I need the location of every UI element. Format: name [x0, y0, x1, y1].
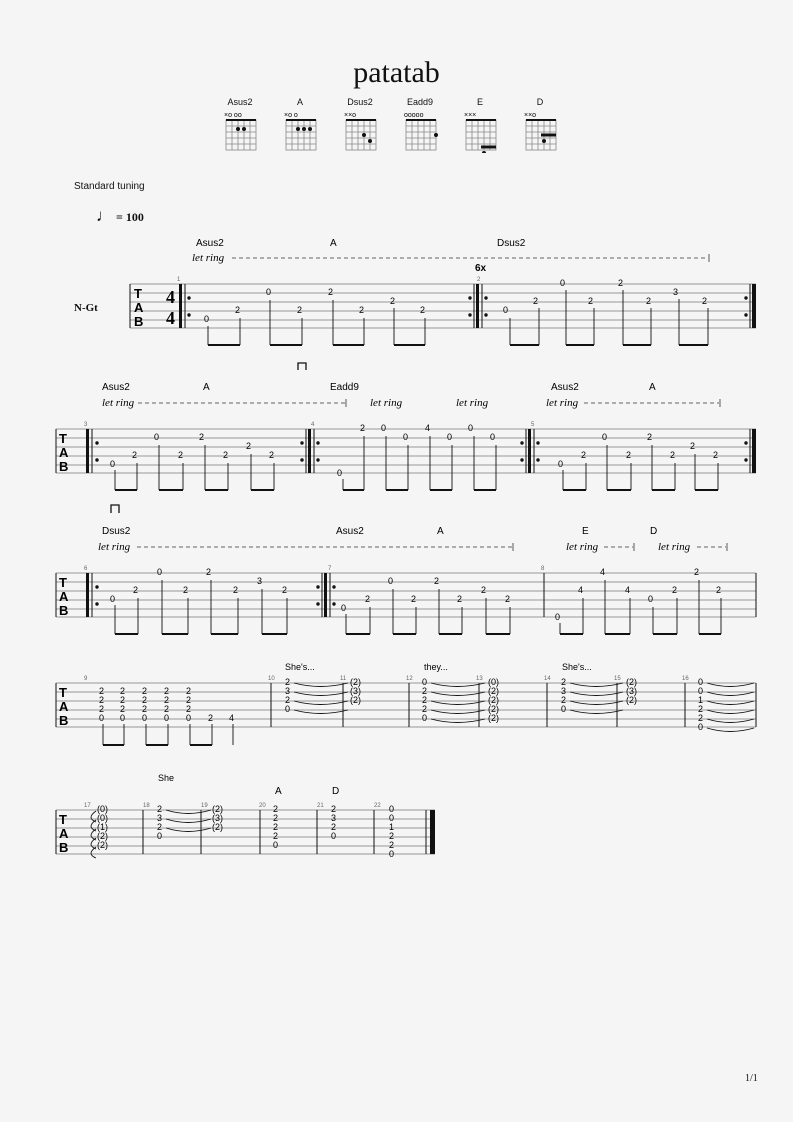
svg-text:0: 0 [157, 567, 163, 577]
svg-text:0: 0 [389, 804, 395, 814]
svg-text:(2): (2) [350, 695, 361, 705]
svg-text:4: 4 [578, 585, 584, 595]
tab-clef-b: B [134, 314, 144, 329]
svg-text:4: 4 [600, 567, 606, 577]
svg-text:2: 2 [694, 567, 700, 577]
svg-text:2: 2 [282, 585, 288, 595]
svg-text:2: 2 [698, 704, 704, 714]
svg-text:2: 2 [273, 822, 279, 832]
svg-text:2: 2 [457, 594, 463, 604]
measure-number: 22 [374, 803, 381, 809]
svg-text:2: 2 [390, 296, 396, 306]
chord-name: E [476, 97, 483, 107]
svg-text:(0): (0) [97, 813, 108, 823]
chord-label: Eadd9 [330, 382, 359, 393]
let-ring-label: let ring [566, 541, 599, 553]
measure-number: 8 [541, 566, 545, 572]
svg-text:2: 2 [670, 450, 676, 460]
svg-text:(2): (2) [212, 822, 223, 832]
svg-text:0: 0 [337, 468, 343, 478]
tab-clef-t: T [59, 812, 67, 827]
svg-text:2: 2 [186, 704, 192, 714]
svg-text:2: 2 [164, 704, 170, 714]
svg-text:4: 4 [425, 423, 431, 433]
tab-clef-a: A [59, 826, 69, 841]
svg-text:4: 4 [625, 585, 631, 595]
svg-text:2: 2 [133, 585, 139, 595]
tempo-value: = 100 [116, 210, 144, 224]
repeat-count: 6x [475, 263, 487, 274]
chord-label: A [330, 238, 337, 249]
svg-text:(2): (2) [488, 704, 499, 714]
svg-text:2: 2 [331, 822, 337, 832]
svg-text:2: 2 [206, 567, 212, 577]
svg-text:0: 0 [561, 704, 567, 714]
svg-text:3: 3 [673, 287, 679, 297]
svg-text:(3): (3) [350, 686, 361, 696]
svg-text:2: 2 [99, 686, 105, 696]
chord-name: Eadd9 [406, 97, 434, 107]
string-marks: ××× [464, 112, 477, 119]
lyric: they... [424, 662, 448, 672]
measure-number: 4 [311, 422, 315, 428]
svg-text:0: 0 [266, 287, 272, 297]
string-marks: ×o oo [224, 112, 242, 119]
svg-text:2: 2 [331, 804, 337, 814]
svg-text:0: 0 [142, 713, 148, 723]
tab-clef-t: T [59, 685, 67, 700]
tab-clef-t: T [134, 286, 142, 301]
time-sig-bottom: 4 [166, 308, 175, 328]
measure-number: 12 [406, 676, 413, 682]
svg-text:2: 2 [561, 677, 567, 687]
svg-text:(2): (2) [350, 677, 361, 687]
tab-clef-b: B [59, 713, 69, 728]
tie-arcs [91, 810, 211, 858]
let-ring-label: let ring [456, 397, 489, 409]
svg-text:2: 2 [411, 594, 417, 604]
svg-text:(3): (3) [626, 686, 637, 696]
svg-text:0: 0 [558, 459, 564, 469]
svg-text:0: 0 [389, 813, 395, 823]
tab-clef-b: B [59, 459, 69, 474]
chord-label: D [332, 786, 340, 797]
svg-text:2: 2 [702, 296, 708, 306]
svg-text:(2): (2) [488, 695, 499, 705]
svg-text:0: 0 [698, 686, 704, 696]
svg-text:2: 2 [646, 296, 652, 306]
svg-text:2: 2 [533, 296, 539, 306]
let-ring-label: let ring [192, 252, 225, 264]
tab-clef-b: B [59, 840, 69, 855]
measure-number: 2 [477, 277, 481, 283]
tab-clef-b: B [59, 603, 69, 618]
chord-label: A [437, 526, 444, 537]
svg-text:(2): (2) [97, 840, 108, 850]
svg-text:2: 2 [647, 432, 653, 442]
chord-name: Asus2 [227, 97, 253, 107]
svg-text:(2): (2) [97, 831, 108, 841]
score-title: patatab [353, 56, 440, 89]
svg-text:2: 2 [157, 822, 163, 832]
measure-number: 5 [531, 422, 535, 428]
svg-text:2: 2 [716, 585, 722, 595]
svg-text:0: 0 [503, 305, 509, 315]
fret-numbers [97, 804, 394, 859]
note-stems [115, 580, 721, 634]
measure-number: 19 [201, 803, 208, 809]
svg-text:2: 2 [285, 677, 291, 687]
svg-text:2: 2 [208, 713, 214, 723]
svg-text:2: 2 [698, 713, 704, 723]
svg-text:3: 3 [561, 686, 567, 696]
measure-number: 17 [84, 803, 91, 809]
svg-text:(2): (2) [488, 713, 499, 723]
svg-text:0: 0 [648, 594, 654, 604]
svg-text:2: 2 [561, 695, 567, 705]
chord-label: A [649, 382, 656, 393]
tab-clef-a: A [59, 589, 69, 604]
let-ring-label: let ring [98, 541, 131, 553]
measure-number: 14 [544, 676, 551, 682]
svg-text:0: 0 [698, 677, 704, 687]
chord-label: Asus2 [102, 382, 130, 393]
svg-text:2: 2 [672, 585, 678, 595]
svg-text:2: 2 [120, 704, 126, 714]
chord-label: A [275, 786, 282, 797]
lyric: She [158, 773, 175, 783]
system-1 [130, 238, 756, 370]
svg-text:2: 2 [422, 704, 428, 714]
svg-text:0: 0 [110, 594, 116, 604]
svg-text:0: 0 [698, 722, 704, 732]
svg-text:2: 2 [235, 305, 241, 315]
svg-text:2: 2 [164, 686, 170, 696]
staff-lines [56, 810, 435, 854]
svg-text:2: 2 [99, 695, 105, 705]
svg-text:2: 2 [269, 450, 275, 460]
svg-text:2: 2 [142, 695, 148, 705]
svg-text:2: 2 [389, 840, 395, 850]
system-4 [56, 662, 756, 745]
svg-text:2: 2 [120, 686, 126, 696]
svg-text:2: 2 [142, 704, 148, 714]
system-2 [56, 382, 756, 513]
svg-text:0: 0 [468, 423, 474, 433]
svg-text:2: 2 [389, 831, 395, 841]
svg-text:2: 2 [713, 450, 719, 460]
chord-label: Asus2 [196, 238, 224, 249]
measure-number: 9 [84, 676, 88, 682]
svg-text:(0): (0) [488, 677, 499, 687]
measure-number: 10 [268, 676, 275, 682]
chord-name: D [536, 97, 544, 107]
svg-text:2: 2 [626, 450, 632, 460]
lyric: She's... [285, 662, 315, 672]
svg-text:0: 0 [110, 459, 116, 469]
note-stems [208, 290, 708, 345]
measure-number: 7 [328, 566, 332, 572]
measure-number: 16 [682, 676, 689, 682]
tuning-label: Standard tuning [74, 181, 145, 192]
svg-text:2: 2 [186, 695, 192, 705]
measure-number: 21 [317, 803, 324, 809]
page-number: 1/1 [745, 1073, 758, 1084]
svg-text:2: 2 [157, 804, 163, 814]
svg-text:2: 2 [132, 450, 138, 460]
svg-text:2: 2 [246, 441, 252, 451]
svg-text:2: 2 [178, 450, 184, 460]
svg-text:0: 0 [381, 423, 387, 433]
string-marks: ooooo [404, 112, 424, 119]
svg-text:(2): (2) [488, 686, 499, 696]
svg-text:2: 2 [359, 305, 365, 315]
chord-name: Dsus2 [347, 97, 373, 107]
svg-text:0: 0 [403, 432, 409, 442]
svg-text:0: 0 [447, 432, 453, 442]
svg-text:(2): (2) [626, 695, 637, 705]
svg-text:(2): (2) [212, 804, 223, 814]
note-stems [115, 436, 718, 490]
measure-number: 20 [259, 803, 266, 809]
svg-text:2: 2 [285, 695, 291, 705]
svg-text:2: 2 [186, 686, 192, 696]
measure-number: 15 [614, 676, 621, 682]
let-ring-label: let ring [370, 397, 403, 409]
chord-label: Dsus2 [102, 526, 131, 537]
quarter-note-icon: ♩ [96, 206, 113, 225]
svg-text:0: 0 [555, 612, 561, 622]
svg-text:0: 0 [120, 713, 126, 723]
tab-clef-t: T [59, 575, 67, 590]
fret-numbers [110, 423, 718, 478]
chord-label: Dsus2 [497, 238, 526, 249]
svg-text:2: 2 [434, 576, 440, 586]
svg-text:0: 0 [273, 840, 279, 850]
measure-number: 13 [476, 676, 483, 682]
svg-text:3: 3 [331, 813, 337, 823]
svg-text:2: 2 [422, 695, 428, 705]
svg-text:0: 0 [490, 432, 496, 442]
let-ring-label: let ring [546, 397, 579, 409]
string-marks: ×o o [284, 112, 298, 119]
svg-text:2: 2 [481, 585, 487, 595]
measure-number: 3 [84, 422, 88, 428]
measure-number: 1 [177, 277, 181, 283]
svg-text:1: 1 [698, 695, 704, 705]
svg-text:3: 3 [285, 686, 291, 696]
svg-text:2: 2 [297, 305, 303, 315]
svg-text:0: 0 [341, 603, 347, 613]
measure-number: 18 [143, 803, 150, 809]
svg-text:2: 2 [120, 695, 126, 705]
svg-text:0: 0 [422, 713, 428, 723]
svg-text:2: 2 [618, 278, 624, 288]
svg-text:2: 2 [690, 441, 696, 451]
svg-text:2: 2 [420, 305, 426, 315]
measure-number: 6 [84, 566, 88, 572]
track-name: N-Gt [74, 302, 98, 314]
chord-label: D [650, 526, 658, 537]
svg-text:0: 0 [154, 432, 160, 442]
svg-text:2: 2 [164, 695, 170, 705]
svg-text:0: 0 [602, 432, 608, 442]
svg-text:2: 2 [183, 585, 189, 595]
svg-text:2: 2 [588, 296, 594, 306]
tab-clef-t: T [59, 431, 67, 446]
svg-text:2: 2 [273, 813, 279, 823]
measure-number: 11 [340, 676, 347, 682]
svg-text:0: 0 [204, 314, 210, 324]
svg-text:2: 2 [233, 585, 239, 595]
svg-text:2: 2 [581, 450, 587, 460]
svg-text:(1): (1) [97, 822, 108, 832]
let-ring-label: let ring [102, 397, 135, 409]
string-marks: ××o [524, 112, 537, 119]
svg-text:2: 2 [365, 594, 371, 604]
svg-text:0: 0 [388, 576, 394, 586]
system-5 [56, 773, 435, 859]
chord-label: Asus2 [551, 382, 579, 393]
svg-text:0: 0 [389, 849, 395, 859]
svg-text:0: 0 [331, 831, 337, 841]
svg-text:(0): (0) [97, 804, 108, 814]
svg-text:0: 0 [157, 831, 163, 841]
svg-text:2: 2 [273, 831, 279, 841]
tab-clef-a: A [59, 445, 69, 460]
svg-text:1: 1 [389, 822, 395, 832]
fret-numbers [204, 278, 707, 324]
svg-text:0: 0 [99, 713, 105, 723]
pick-direction-icon [298, 363, 306, 370]
pick-direction-icon [111, 505, 119, 513]
chord-name: A [296, 97, 303, 107]
chord-label: A [203, 382, 210, 393]
svg-text:2: 2 [99, 704, 105, 714]
svg-text:2: 2 [360, 423, 366, 433]
svg-text:0: 0 [560, 278, 566, 288]
svg-text:(2): (2) [626, 677, 637, 687]
time-sig-top: 4 [166, 287, 175, 307]
let-ring-label: let ring [658, 541, 691, 553]
svg-text:3: 3 [257, 576, 263, 586]
svg-text:0: 0 [285, 704, 291, 714]
tab-clef-a: A [59, 699, 69, 714]
string-marks: ××o [344, 112, 357, 119]
chord-label: E [582, 526, 589, 537]
svg-text:2: 2 [273, 804, 279, 814]
svg-text:0: 0 [164, 713, 170, 723]
svg-text:(3): (3) [212, 813, 223, 823]
system-3 [56, 526, 756, 634]
svg-text:2: 2 [142, 686, 148, 696]
chord-label: Asus2 [336, 526, 364, 537]
tab-clef-a: A [134, 300, 144, 315]
svg-text:4: 4 [229, 713, 235, 723]
svg-text:2: 2 [223, 450, 229, 460]
svg-text:2: 2 [199, 432, 205, 442]
fret-numbers [110, 567, 721, 622]
svg-text:2: 2 [422, 686, 428, 696]
svg-text:0: 0 [422, 677, 428, 687]
staff-lines [56, 683, 756, 727]
svg-text:2: 2 [505, 594, 511, 604]
staff-lines [130, 284, 756, 328]
svg-text:0: 0 [186, 713, 192, 723]
svg-text:2: 2 [328, 287, 334, 297]
lyric: She's... [562, 662, 592, 672]
svg-text:3: 3 [157, 813, 163, 823]
